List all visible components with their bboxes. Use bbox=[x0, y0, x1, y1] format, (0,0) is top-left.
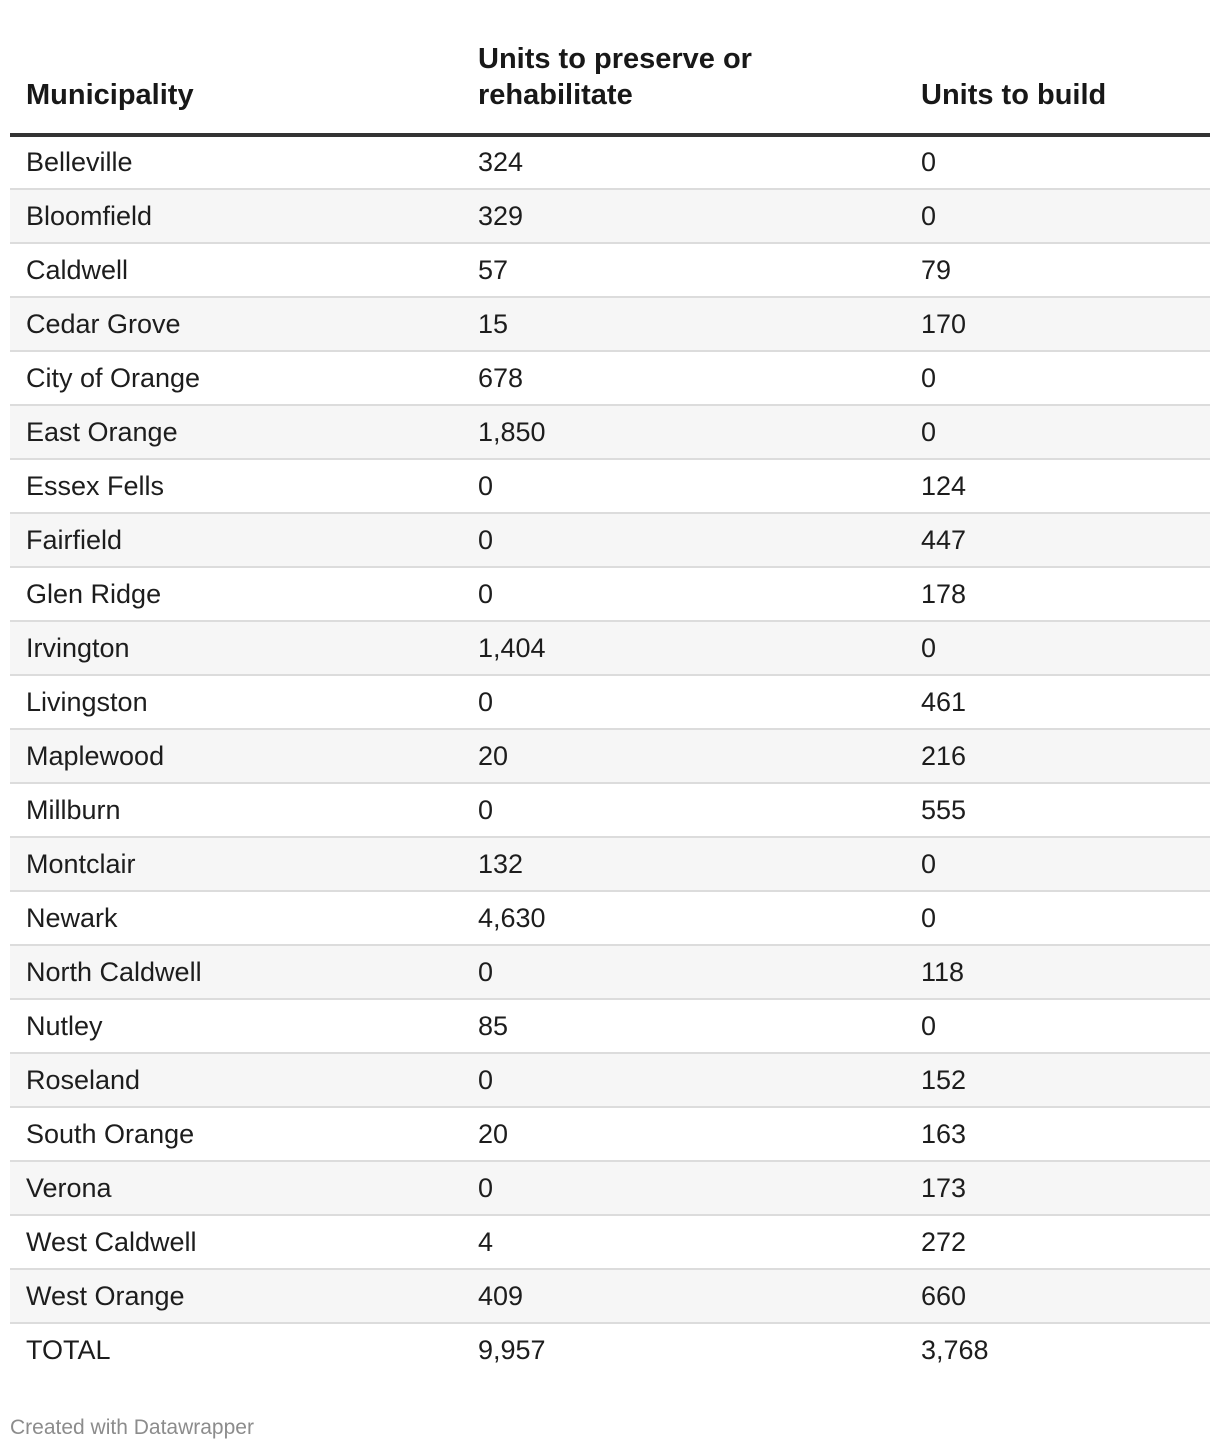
table-row bbox=[10, 1107, 1210, 1161]
units-to-build-cell: 447 bbox=[905, 513, 1210, 567]
header-row bbox=[10, 0, 1210, 135]
units-to-build-cell: 178 bbox=[905, 567, 1210, 621]
units-to-preserve-cell: 132 bbox=[462, 837, 905, 891]
table-row bbox=[10, 1215, 1210, 1269]
units-to-preserve-cell: 4,630 bbox=[462, 891, 905, 945]
data-table-container bbox=[10, 0, 1210, 1377]
units-to-build-cell: 660 bbox=[905, 1269, 1210, 1323]
table-row bbox=[10, 135, 1210, 189]
municipality-cell: Essex Fells bbox=[10, 459, 462, 513]
municipality-cell: West Orange bbox=[10, 1269, 462, 1323]
municipality-cell: Maplewood bbox=[10, 729, 462, 783]
units-to-preserve-cell: 4 bbox=[462, 1215, 905, 1269]
table-body bbox=[10, 135, 1210, 1377]
datawrapper-credit: Created with Datawrapper bbox=[10, 1416, 254, 1439]
table-header bbox=[10, 0, 1210, 135]
units-to-preserve-cell: 1,850 bbox=[462, 405, 905, 459]
municipality-cell: TOTAL bbox=[26, 1335, 111, 1365]
municipality-cell: Bloomfield bbox=[10, 189, 462, 243]
column-header-label: Units to preserve or rehabilitate bbox=[478, 43, 752, 111]
municipality-cell: Newark bbox=[10, 891, 462, 945]
table-row bbox=[10, 999, 1210, 1053]
table-row bbox=[10, 297, 1210, 351]
units-to-build-cell: 79 bbox=[905, 243, 1210, 297]
units-to-build-cell: 0 bbox=[905, 135, 1210, 189]
units-to-build-cell: 173 bbox=[905, 1161, 1210, 1215]
municipality-cell: Roseland bbox=[10, 1053, 462, 1107]
municipality-cell: West Caldwell bbox=[10, 1215, 462, 1269]
units-to-build-cell: 0 bbox=[905, 351, 1210, 405]
column-header-municipality[interactable] bbox=[10, 0, 462, 135]
units-to-build-cell: 555 bbox=[905, 783, 1210, 837]
units-to-preserve-cell: 15 bbox=[462, 297, 905, 351]
units-to-build-cell: 0 bbox=[905, 999, 1210, 1053]
units-to-build-cell: 0 bbox=[905, 405, 1210, 459]
municipality-cell: Irvington bbox=[10, 621, 462, 675]
municipality-cell: Nutley bbox=[10, 999, 462, 1053]
table-row bbox=[10, 243, 1210, 297]
column-header-units-to-build[interactable] bbox=[905, 0, 1210, 135]
municipality-cell: North Caldwell bbox=[10, 945, 462, 999]
table-row bbox=[10, 567, 1210, 621]
units-to-build-cell: 0 bbox=[905, 189, 1210, 243]
municipality-cell: Verona bbox=[10, 1161, 462, 1215]
municipality-cell: Caldwell bbox=[10, 243, 462, 297]
units-to-preserve-cell: 0 bbox=[462, 567, 905, 621]
table-row bbox=[10, 837, 1210, 891]
units-to-preserve-cell: 0 bbox=[462, 945, 905, 999]
municipality-cell: Livingston bbox=[10, 675, 462, 729]
units-to-preserve-cell: 0 bbox=[462, 783, 905, 837]
table-row bbox=[10, 729, 1210, 783]
table-row bbox=[10, 1161, 1210, 1215]
data-table bbox=[10, 0, 1210, 1377]
units-to-build-cell: 118 bbox=[905, 945, 1210, 999]
table-row bbox=[10, 1053, 1210, 1107]
municipality-cell: Cedar Grove bbox=[10, 297, 462, 351]
units-to-preserve-cell: 57 bbox=[462, 243, 905, 297]
table-row bbox=[10, 351, 1210, 405]
units-to-preserve-cell: 0 bbox=[462, 1053, 905, 1107]
units-to-preserve-cell: 0 bbox=[462, 1161, 905, 1215]
units-to-preserve-cell: 409 bbox=[462, 1269, 905, 1323]
units-to-build-cell: 3,768 bbox=[921, 1335, 989, 1365]
units-to-preserve-cell: 0 bbox=[462, 675, 905, 729]
table-row bbox=[10, 945, 1210, 999]
municipality-cell: Belleville bbox=[10, 135, 462, 189]
column-header-label: Municipality bbox=[26, 79, 194, 111]
units-to-build-cell: 0 bbox=[905, 837, 1210, 891]
municipality-cell: South Orange bbox=[10, 1107, 462, 1161]
table-row bbox=[10, 405, 1210, 459]
table-row bbox=[10, 783, 1210, 837]
units-to-build-cell: 272 bbox=[905, 1215, 1210, 1269]
units-to-preserve-cell: 20 bbox=[462, 729, 905, 783]
municipality-cell: City of Orange bbox=[10, 351, 462, 405]
municipality-cell: Fairfield bbox=[10, 513, 462, 567]
municipality-cell: Glen Ridge bbox=[10, 567, 462, 621]
units-to-build-cell: 163 bbox=[905, 1107, 1210, 1161]
units-to-build-cell: 0 bbox=[905, 621, 1210, 675]
table-row bbox=[10, 189, 1210, 243]
units-to-preserve-cell: 0 bbox=[462, 513, 905, 567]
column-header-label: Units to build bbox=[921, 79, 1107, 111]
units-to-build-cell: 216 bbox=[905, 729, 1210, 783]
table-row bbox=[10, 621, 1210, 675]
units-to-preserve-cell: 678 bbox=[462, 351, 905, 405]
units-to-build-cell: 152 bbox=[905, 1053, 1210, 1107]
units-to-preserve-cell: 9,957 bbox=[478, 1335, 546, 1365]
units-to-build-cell: 124 bbox=[905, 459, 1210, 513]
units-to-build-cell: 0 bbox=[905, 891, 1210, 945]
table-row bbox=[10, 513, 1210, 567]
units-to-build-cell: 170 bbox=[905, 297, 1210, 351]
total-row bbox=[10, 1323, 1210, 1377]
units-to-build-cell: 461 bbox=[905, 675, 1210, 729]
table-row bbox=[10, 1269, 1210, 1323]
units-to-preserve-cell: 1,404 bbox=[462, 621, 905, 675]
municipality-cell: Montclair bbox=[10, 837, 462, 891]
units-to-preserve-cell: 0 bbox=[462, 459, 905, 513]
units-to-preserve-cell: 324 bbox=[462, 135, 905, 189]
municipality-cell: East Orange bbox=[10, 405, 462, 459]
table-row bbox=[10, 675, 1210, 729]
units-to-preserve-cell: 85 bbox=[462, 999, 905, 1053]
table-row bbox=[10, 459, 1210, 513]
units-to-preserve-cell: 20 bbox=[462, 1107, 905, 1161]
table-row bbox=[10, 891, 1210, 945]
column-header-units-to-preserve[interactable] bbox=[462, 0, 905, 135]
units-to-preserve-cell: 329 bbox=[462, 189, 905, 243]
municipality-cell: Millburn bbox=[10, 783, 462, 837]
